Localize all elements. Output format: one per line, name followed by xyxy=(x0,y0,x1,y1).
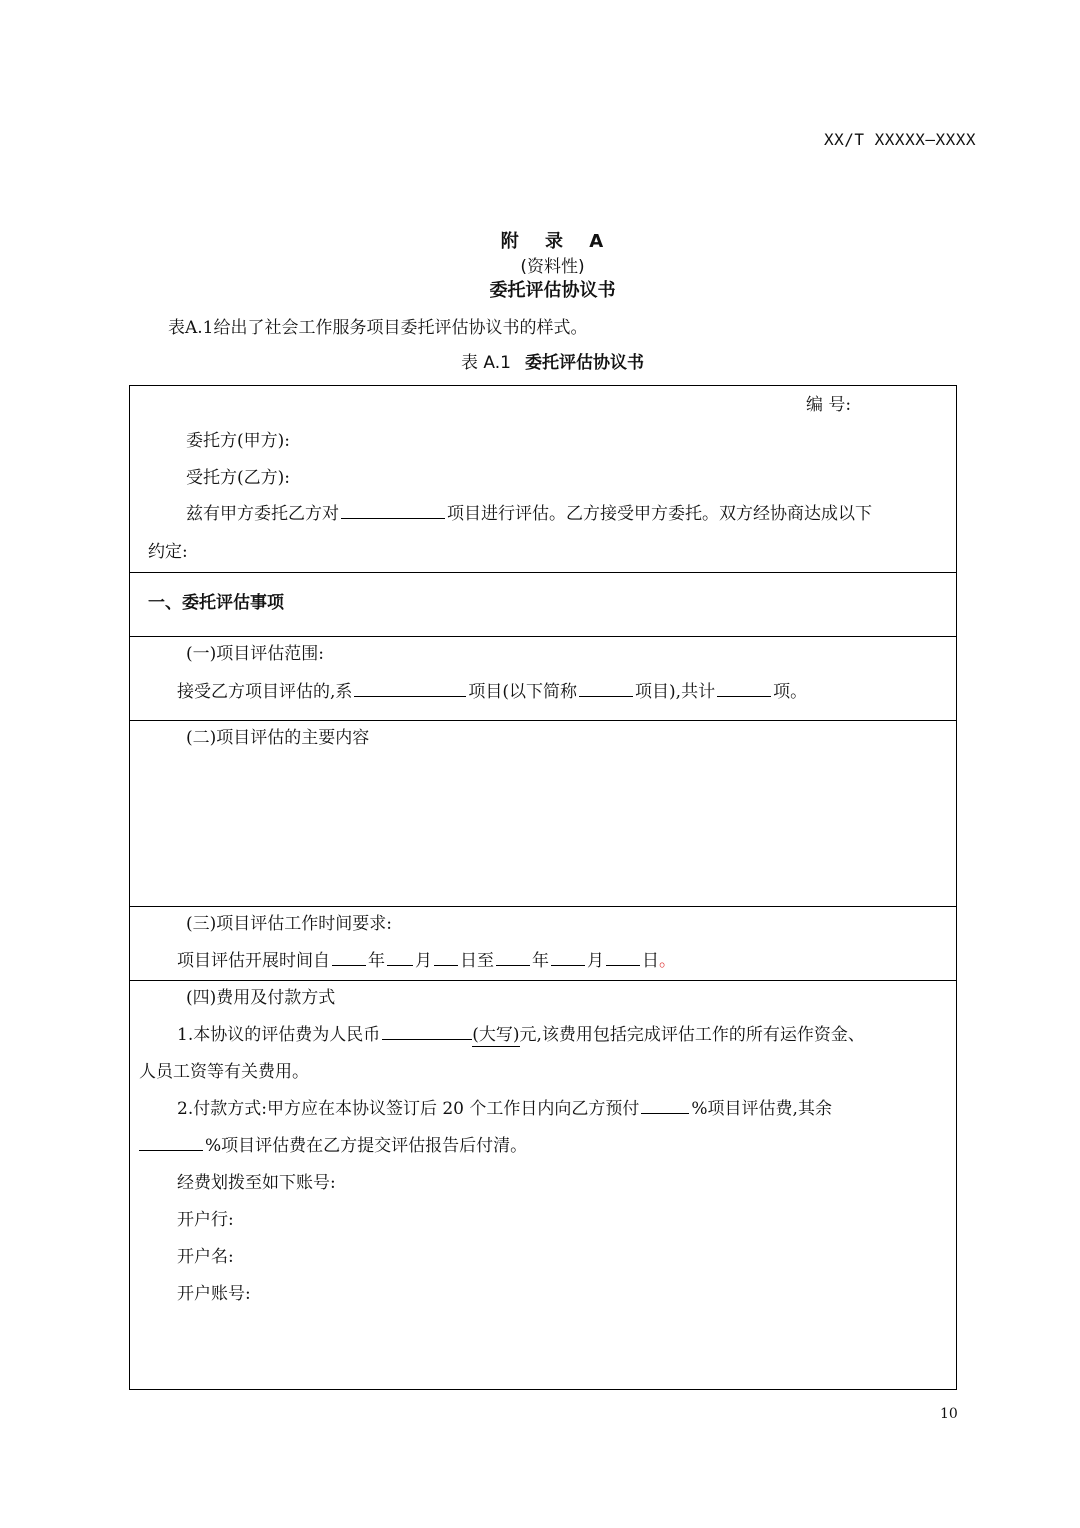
month-label: 月 xyxy=(587,951,604,971)
serial-number-label: 编 号: xyxy=(806,395,852,415)
appendix-name: 委托评估协议书 xyxy=(489,280,616,301)
fee-title: (四)费用及付款方式 xyxy=(186,988,336,1008)
scope-part-d: 项。 xyxy=(773,682,808,702)
fee1-part-a: 1.本协议的评估费为人民币 xyxy=(177,1025,381,1045)
standard-code: XX/T XXXXX—XXXX xyxy=(824,130,976,149)
scope-row xyxy=(130,636,956,721)
preamble-line xyxy=(186,499,872,524)
start-month-blank[interactable] xyxy=(387,949,413,966)
scope-part-b: 项目(以下简称 xyxy=(468,682,578,702)
bank-label: 开户行: xyxy=(177,1210,234,1230)
fee1-part-c: 元,该费用包括完成评估工作的所有运作资金、 xyxy=(519,1025,865,1045)
fee2-part-c: %项目评估费在乙方提交评估报告后付清。 xyxy=(205,1136,528,1156)
agreement-form xyxy=(129,385,957,1390)
fee-row xyxy=(130,980,956,1390)
appendix-nature: (资料性) xyxy=(520,257,585,277)
scope-part-c: 项目),共计 xyxy=(635,682,716,702)
fee-amount-blank[interactable] xyxy=(382,1023,472,1040)
time-part-a: 项目评估开展时间自 xyxy=(177,951,330,971)
preamble-part-a: 兹有甲方委托乙方对 xyxy=(186,504,339,524)
remaining-percent-blank[interactable] xyxy=(139,1134,203,1151)
period-mark: 。 xyxy=(659,951,676,971)
scope-part-a: 接受乙方项目评估的,系 xyxy=(177,682,353,702)
content-title: (二)项目评估的主要内容 xyxy=(186,728,370,748)
month-label: 月 xyxy=(415,951,432,971)
end-day-blank[interactable] xyxy=(606,949,640,966)
fee2-line xyxy=(177,1094,832,1119)
end-month-blank[interactable] xyxy=(551,949,585,966)
preamble-end: 约定: xyxy=(148,542,188,562)
day-to-label: 日至 xyxy=(460,951,494,971)
section1-row xyxy=(130,572,956,637)
year-label: 年 xyxy=(368,951,385,971)
section1-title: 一、委托评估事项 xyxy=(148,593,284,613)
time-row xyxy=(130,906,956,981)
page-number: 10 xyxy=(940,1406,958,1422)
end-year-blank[interactable] xyxy=(496,949,530,966)
time-title: (三)项目评估工作时间要求: xyxy=(186,914,392,934)
start-year-blank[interactable] xyxy=(332,949,366,966)
project-name-blank[interactable] xyxy=(341,502,445,519)
scope-line xyxy=(177,677,807,702)
fee1-part-b: (大写) xyxy=(472,1025,520,1045)
fee1-line-2: 人员工资等有关费用。 xyxy=(139,1062,309,1082)
fee2-part-b: %项目评估费,其余 xyxy=(691,1099,832,1119)
fee2-line-2 xyxy=(139,1131,527,1156)
account-title: 经费划拨至如下账号: xyxy=(177,1173,336,1193)
day-label: 日 xyxy=(642,951,659,971)
year-label: 年 xyxy=(532,951,549,971)
intro-text: 表A.1给出了社会工作服务项目委托评估协议书的样式。 xyxy=(168,318,588,338)
table-caption xyxy=(0,348,1080,373)
scope-count-blank[interactable] xyxy=(717,680,771,697)
scope-short-name-blank[interactable] xyxy=(579,680,633,697)
scope-project-blank[interactable] xyxy=(354,680,466,697)
fee1-line xyxy=(177,1020,865,1045)
preamble-part-b: 项目进行评估。乙方接受甲方委托。双方经协商达成以下 xyxy=(447,504,872,524)
start-day-blank[interactable] xyxy=(434,949,458,966)
table-number: 表 A.1 xyxy=(461,353,511,373)
party-a-label: 委托方(甲方): xyxy=(186,431,290,451)
content-row xyxy=(130,720,956,907)
scope-title: (一)项目评估范围: xyxy=(186,644,324,664)
prepay-percent-blank[interactable] xyxy=(641,1097,689,1114)
appendix-title: 附 录 A xyxy=(500,231,605,252)
account-number-label: 开户账号: xyxy=(177,1284,251,1304)
account-name-label: 开户名: xyxy=(177,1247,234,1267)
time-line xyxy=(177,946,676,971)
party-b-label: 受托方(乙方): xyxy=(186,468,290,488)
table-title: 委托评估协议书 xyxy=(524,353,644,373)
fee2-part-a: 2.付款方式:甲方应在本协议签订后 20 个工作日内向乙方预付 xyxy=(177,1099,640,1119)
